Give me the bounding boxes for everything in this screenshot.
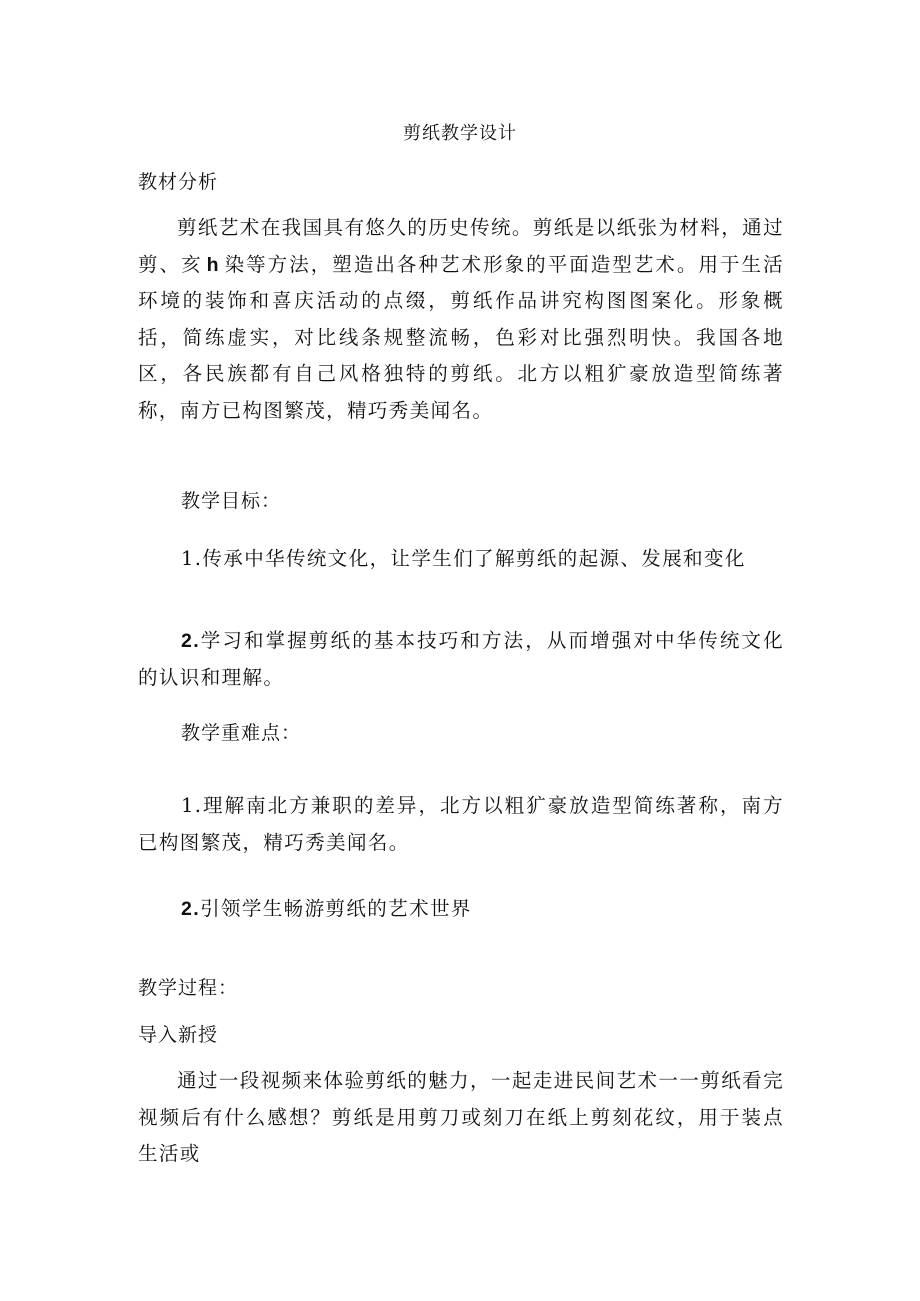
- objective-2-number: 2.: [181, 630, 201, 652]
- keypoint-2-number: 2.: [181, 898, 201, 920]
- analysis-paragraph: [138, 210, 784, 429]
- keypoint-1-number: 1.: [181, 794, 203, 817]
- heading-introduction: 导入新授: [138, 1024, 219, 1046]
- keypoint-item-1: [138, 788, 784, 861]
- heading-textbook-analysis: 教材分析: [138, 171, 219, 193]
- keypoint-1-text: 理解南北方兼职的差异，北方以粗犷豪放造型简练著称，南方已构图繁茂，精巧秀美闻名。: [138, 794, 784, 854]
- heading-key-difficult-points: 教学重难点：: [181, 722, 302, 744]
- analysis-paragraph-start: 剪纸艺术在我国具有悠久的历史传统。剪纸是以纸张为材料，通过剪、亥: [138, 216, 784, 276]
- keypoint-2-text: 引领学生畅游剪纸的艺术世界: [200, 897, 472, 920]
- heading-teaching-process: 教学过程：: [138, 977, 239, 999]
- objective-item-2: [138, 623, 784, 696]
- objective-2-text: 学习和掌握剪纸的基本技巧和方法，从而增强对中华传统文化的认识和理解。: [138, 629, 784, 689]
- objective-1-text: 传承中华传统文化，让学生们了解剪纸的起源、发展和变化: [202, 547, 746, 570]
- objective-1-number: 1.: [181, 547, 203, 570]
- analysis-paragraph-end: 染等方法，塑造出各种艺术形象的平面造型艺术。用于生活环境的装饰和喜庆活动的点缀，剪纸作品讲究构图图案化。形象概括，简练虚实，对比线条规整流畅，色彩对比强烈明快。我国各地区，各民族都有自己风格独特的剪纸。北方以粗犷豪放造型简练著称，南方已构图繁茂，精巧秀美闻名。: [138, 252, 784, 422]
- document-title: 剪纸教学设计: [403, 123, 517, 144]
- heading-teaching-objectives: 教学目标：: [181, 490, 282, 512]
- objective-item-1: [138, 541, 784, 578]
- analysis-paragraph-h: h: [206, 253, 220, 276]
- keypoint-item-2: [138, 891, 784, 928]
- introduction-paragraph: 通过一段视频来体验剪纸的魅力，一起走进民间艺术一一剪纸看完视频后有什么感想？剪纸是用剪刀或刻刀在纸上剪刻花纹，用于装点生活或: [138, 1069, 784, 1165]
